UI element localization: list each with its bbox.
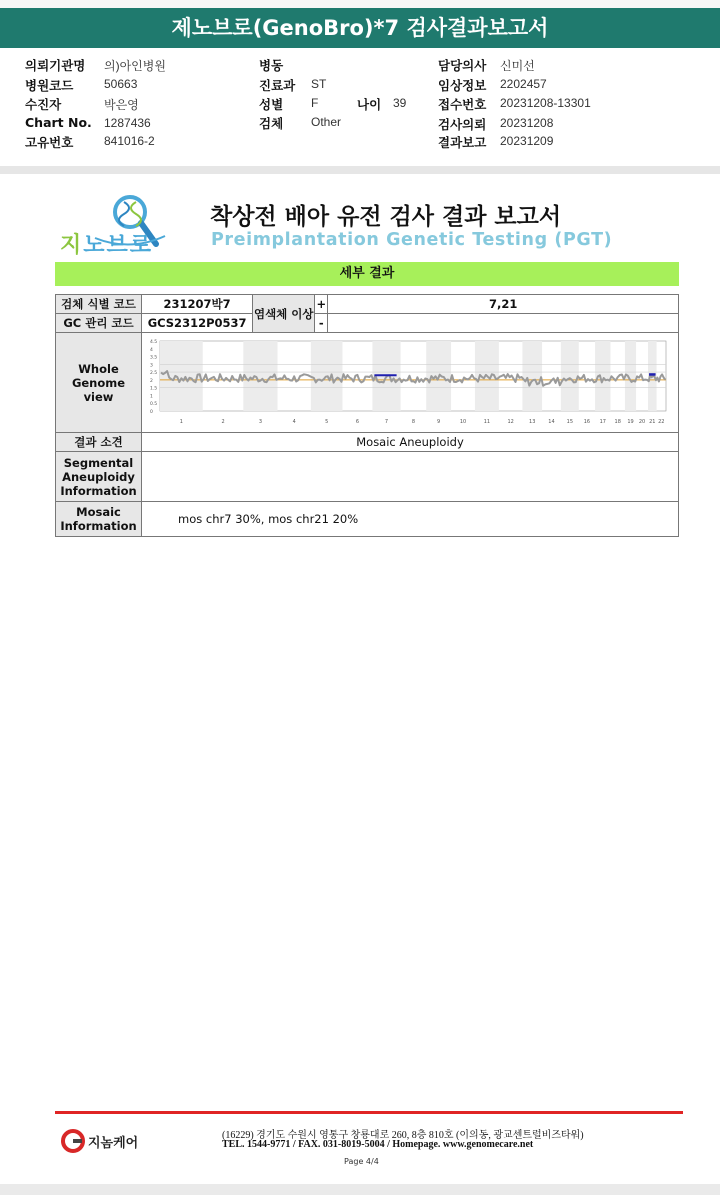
plus-sign: + <box>315 295 328 314</box>
info-label: 임상정보 <box>438 78 487 93</box>
info-label: 수진자 <box>25 97 62 112</box>
x-tick-label: 4 <box>292 418 296 425</box>
x-tick-label: 15 <box>566 418 574 425</box>
mosaic-value: mos chr7 30%, mos chr21 20% <box>142 502 679 537</box>
x-tick-label: 13 <box>529 418 536 425</box>
logo-wordmark: 지노브로 <box>60 233 154 258</box>
x-tick-label: 5 <box>325 418 329 425</box>
info-label: 병원코드 <box>25 78 74 93</box>
x-tick-label: 1 <box>179 418 183 425</box>
report-subtitle: Preimplantation Genetic Testing (PGT) <box>211 230 613 250</box>
whole-genome-cell <box>142 333 679 433</box>
genomecare-logo <box>60 1128 140 1156</box>
info-label: 결과보고 <box>438 135 487 150</box>
info-label: 접수번호 <box>438 97 487 112</box>
whole-genome-label: Whole Genome view <box>56 333 142 433</box>
x-tick-label: 6 <box>355 418 360 425</box>
info-value: 841016-2 <box>104 134 155 148</box>
finding-label: 결과 소견 <box>56 433 142 452</box>
info-label: 의뢰기관명 <box>25 58 86 73</box>
segmental-label: Segmental Aneuploidy Information <box>56 452 142 502</box>
finding-value: Mosaic Aneuploidy <box>142 433 679 452</box>
info-value: 의)아인병원 <box>104 59 166 73</box>
y-tick-label: 1.5 <box>150 386 158 392</box>
gc-code-value: GCS2312P0537 <box>142 314 253 333</box>
footer-divider <box>55 1111 683 1114</box>
gain-chromosomes: 7,21 <box>328 295 679 314</box>
x-tick-label: 3 <box>258 418 263 425</box>
x-tick-label: 7 <box>384 418 389 425</box>
top-strip <box>0 0 720 8</box>
abnormality-label: 염색체 이상 <box>253 295 315 333</box>
chromosome-band <box>522 341 542 411</box>
info-value: Other <box>311 115 342 129</box>
footer-contact: TEL. 1544-9771 / FAX. 031-8019-5004 / Homepage. www.genomecare.net <box>222 1139 534 1150</box>
footer-address: (16229) 경기도 수원시 영통구 창룡대로 260, 8층 810호 (이의동, 광교센트럴비즈타워) <box>222 1130 584 1141</box>
section-separator <box>0 166 720 174</box>
y-tick-label: 0.5 <box>150 401 158 407</box>
x-tick-label: 11 <box>483 418 491 425</box>
y-tick-label: 2.5 <box>150 370 158 376</box>
bottom-strip <box>0 1184 720 1195</box>
x-tick-label: 8 <box>411 418 416 425</box>
info-label: 성별 <box>259 97 284 112</box>
info-value: ST <box>311 77 327 91</box>
info-value: 2202457 <box>500 77 547 91</box>
patient-info-panel <box>0 48 720 167</box>
info-value: F <box>311 96 319 110</box>
genobro-logo <box>55 190 170 258</box>
mosaic-label: Mosaic Information <box>56 502 142 537</box>
info-value: 신미선 <box>500 59 535 73</box>
info-value: 1287436 <box>104 116 151 130</box>
segmental-value <box>142 452 679 502</box>
info-label: 검체 <box>259 116 284 131</box>
minus-sign: - <box>315 314 328 333</box>
x-tick-label: 10 <box>459 418 467 425</box>
info-label: 담당의사 <box>438 58 487 73</box>
info-value: 50663 <box>104 77 138 91</box>
info-value: 박은영 <box>104 98 139 112</box>
info-value: 20231208 <box>500 116 554 130</box>
x-tick-label: 16 <box>583 418 591 425</box>
x-tick-label: 12 <box>507 418 514 425</box>
y-tick-label: 4 <box>150 347 153 353</box>
info-label: 검사의뢰 <box>438 117 487 132</box>
x-tick-label: 14 <box>548 418 555 425</box>
info-value: 39 <box>393 96 407 110</box>
report-header-title: 제노브로(GenoBro)*7 검사결과보고서 <box>0 8 720 48</box>
y-tick-label: 3.5 <box>150 355 158 361</box>
y-tick-label: 2 <box>150 378 153 384</box>
x-tick-label: 17 <box>599 418 606 425</box>
gc-code-label: GC 관리 코드 <box>56 314 142 333</box>
info-label: 고유번호 <box>25 135 74 150</box>
y-tick-label: 1 <box>150 393 153 399</box>
section-title: 세부 결과 <box>55 262 679 286</box>
y-tick-label: 3 <box>150 362 153 368</box>
info-value: 20231209 <box>500 134 554 148</box>
info-value: 20231208-13301 <box>500 96 591 110</box>
info-label: 나이 <box>357 97 382 112</box>
genomecare-logo-icon <box>60 1128 88 1154</box>
info-label: Chart No. <box>25 115 92 130</box>
x-tick-label: 19 <box>627 418 634 425</box>
x-tick-label: 22 <box>658 418 665 425</box>
x-tick-label: 18 <box>614 418 621 425</box>
sample-code-label: 검체 식별 코드 <box>56 295 142 314</box>
sample-code-value: 231207박7 <box>142 295 253 314</box>
report-page <box>0 174 720 1184</box>
results-table <box>55 294 679 537</box>
x-tick-label: 2 <box>221 418 225 425</box>
page-number: Page 4/4 <box>344 1157 379 1166</box>
loss-chromosomes <box>328 314 679 333</box>
plot-frame <box>160 341 666 411</box>
y-tick-label: 4.5 <box>150 339 158 345</box>
info-label: 진료과 <box>259 78 296 93</box>
y-tick-label: 0 <box>150 409 153 415</box>
x-tick-label: 20 <box>638 418 646 425</box>
genomecare-wordmark: 지놈케어 <box>88 1136 139 1151</box>
report-title: 착상전 배아 유전 검사 결과 보고서 <box>210 204 562 230</box>
whole-genome-chart <box>148 335 678 431</box>
x-tick-label: 9 <box>437 418 441 425</box>
info-label: 병동 <box>259 58 284 73</box>
x-tick-label: 21 <box>649 418 656 425</box>
chromosome-band <box>561 341 579 411</box>
